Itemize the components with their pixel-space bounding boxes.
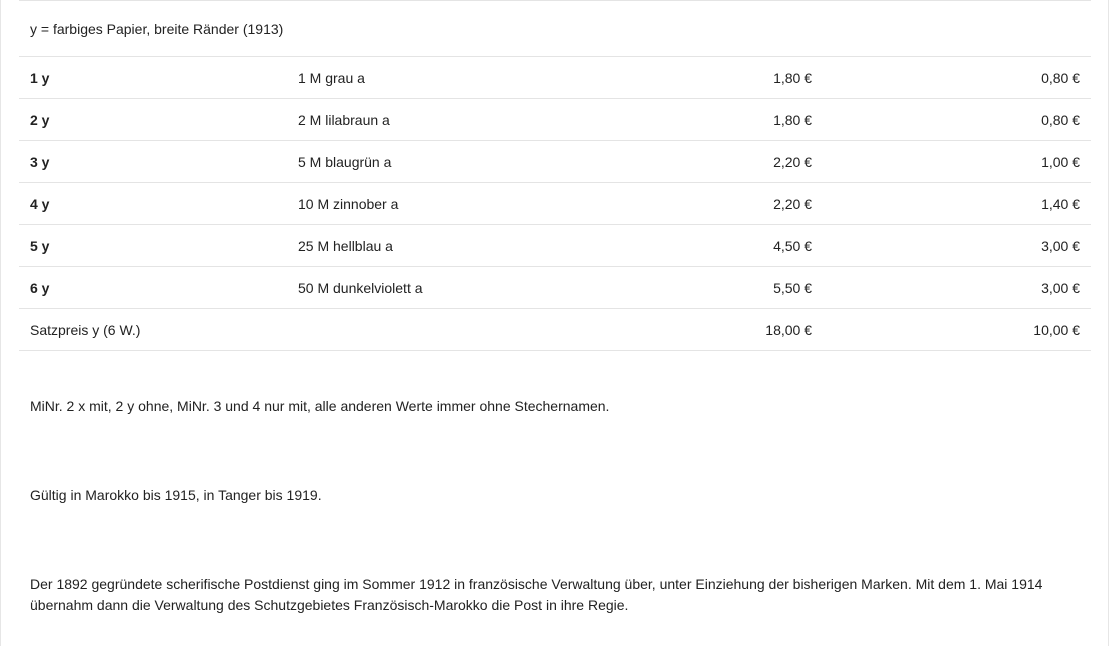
stamp-catalog-table <box>19 0 1091 351</box>
table-row <box>19 267 1091 309</box>
mint-price: 2,20 € <box>555 183 823 225</box>
mint-price: 1,80 € <box>555 99 823 141</box>
used-price: 3,00 € <box>823 267 1091 309</box>
stamp-number: 5 y <box>19 225 287 267</box>
table-row <box>19 225 1091 267</box>
stamp-number: 3 y <box>19 141 287 183</box>
stamp-description: 25 M hellblau a <box>287 225 555 267</box>
stamp-description: 50 M dunkelviolett a <box>287 267 555 309</box>
section-heading-row <box>19 1 1091 57</box>
stamp-number: 4 y <box>19 183 287 225</box>
used-price: 1,00 € <box>823 141 1091 183</box>
table-row <box>19 183 1091 225</box>
used-price: 3,00 € <box>823 225 1091 267</box>
used-price: 1,40 € <box>823 183 1091 225</box>
history-note: Der 1892 gegründete scherifische Postdienst ging im Sommer 1912 in französische Verwaltung über, unter Einziehung der bisherigen Marken. Mit dem 1. Mai 1914 übernahm dann die Verwaltung des Schutzgebietes Französisch-Marokko die Post in ihre Regie. <box>30 576 1043 613</box>
set-used-price: 10,00 € <box>823 309 1091 351</box>
stamp-number: 1 y <box>19 57 287 99</box>
validity-note: Gültig in Marokko bis 1915, in Tanger bis 1919. <box>30 487 322 503</box>
set-mint-price: 18,00 € <box>555 309 823 351</box>
table-row <box>19 57 1091 99</box>
stamp-description: 2 M lilabraun a <box>287 99 555 141</box>
stamp-description: 1 M grau a <box>287 57 555 99</box>
used-price: 0,80 € <box>823 57 1091 99</box>
table-row <box>19 99 1091 141</box>
mint-price: 5,50 € <box>555 267 823 309</box>
set-price-label: Satzpreis y (6 W.) <box>19 309 555 351</box>
stamp-number: 6 y <box>19 267 287 309</box>
stamp-description: 5 M blaugrün a <box>287 141 555 183</box>
table-row <box>19 141 1091 183</box>
stamp-description: 10 M zinnober a <box>287 183 555 225</box>
section-title: y = farbiges Papier, breite Ränder (1913) <box>19 1 1091 57</box>
mint-price: 4,50 € <box>555 225 823 267</box>
used-price: 0,80 € <box>823 99 1091 141</box>
mint-price: 2,20 € <box>555 141 823 183</box>
stamp-number: 2 y <box>19 99 287 141</box>
set-price-row <box>19 309 1091 351</box>
mint-price: 1,80 € <box>555 57 823 99</box>
engraver-note: MiNr. 2 x mit, 2 y ohne, MiNr. 3 und 4 nur mit, alle anderen Werte immer ohne Stechernamen. <box>30 398 610 414</box>
